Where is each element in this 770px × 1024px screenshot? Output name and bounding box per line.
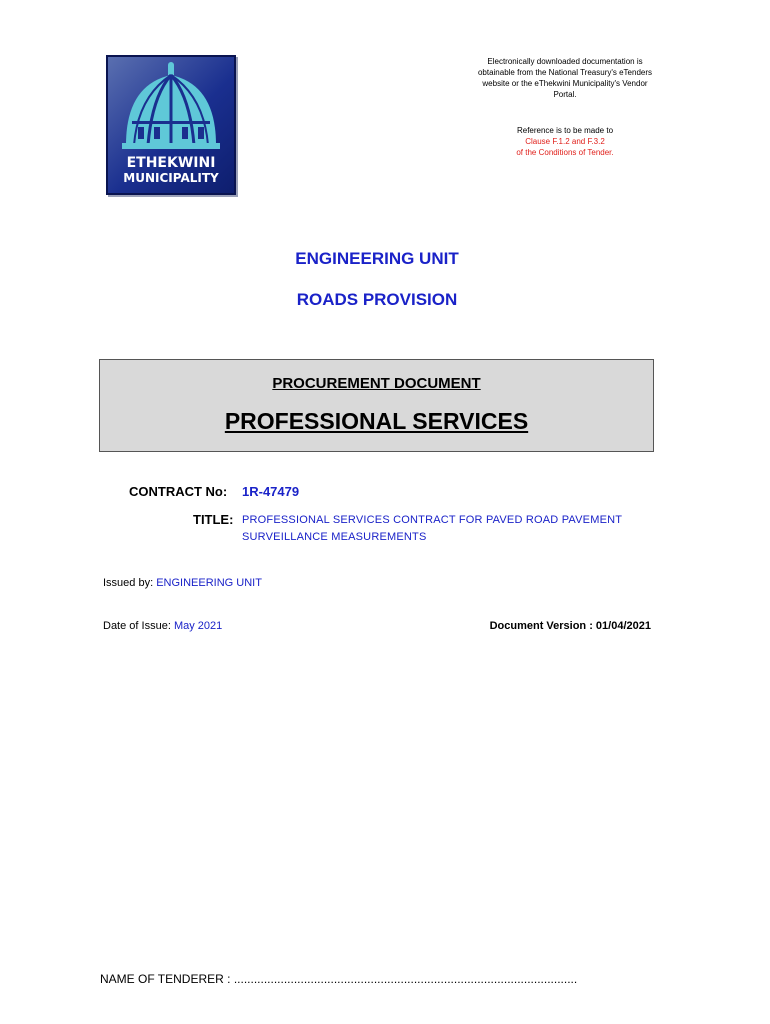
reference-suffix: of the Conditions of Tender. xyxy=(516,148,614,157)
municipality-logo xyxy=(106,55,236,195)
date-of-issue xyxy=(103,620,222,632)
procurement-subtitle: PROCUREMENT DOCUMENT xyxy=(272,375,481,392)
contract-title-value: PROFESSIONAL SERVICES CONTRACT FOR PAVED ROAD PAVEMENT SURVEILLANCE MEASUREMENTS xyxy=(242,514,622,543)
issued-by-label: Issued by: xyxy=(103,577,154,589)
download-note: Electronically downloaded documentation is obtainable from the National Treasury's eTenders website or the eThekwini Municipality's Vendor Portal. xyxy=(477,57,653,99)
reference-note xyxy=(470,125,660,158)
unit-heading: ENGINEERING UNIT xyxy=(295,249,459,268)
procurement-box xyxy=(99,359,654,452)
reference-intro: Reference is to be made to xyxy=(516,126,614,135)
tenderer-line[interactable]: ....................................................................................................... xyxy=(233,972,578,986)
document-version: Document Version : 01/04/2021 xyxy=(489,620,651,632)
tenderer-field xyxy=(100,972,577,986)
reference-clause: Clause F.1.2 and F.3.2 xyxy=(525,137,605,146)
procurement-title: PROFESSIONAL SERVICES xyxy=(224,408,529,434)
issued-by-value: ENGINEERING UNIT xyxy=(156,577,262,589)
date-of-issue-label: Date of Issue: xyxy=(103,620,171,632)
tenderer-label: NAME OF TENDERER : xyxy=(100,972,231,986)
issued-by xyxy=(103,577,262,589)
contract-number-value: 1R-47479 xyxy=(242,484,300,499)
contract-title-label: TITLE: xyxy=(193,512,234,527)
logo-text-ethekwini: ETHEKWINI xyxy=(126,155,216,171)
contract-number-label: CONTRACT No: xyxy=(129,484,228,499)
logo-text-municipality: MUNICIPALITY xyxy=(123,171,219,185)
date-of-issue-value: May 2021 xyxy=(173,620,223,632)
department-heading: ROADS PROVISION xyxy=(296,290,458,309)
